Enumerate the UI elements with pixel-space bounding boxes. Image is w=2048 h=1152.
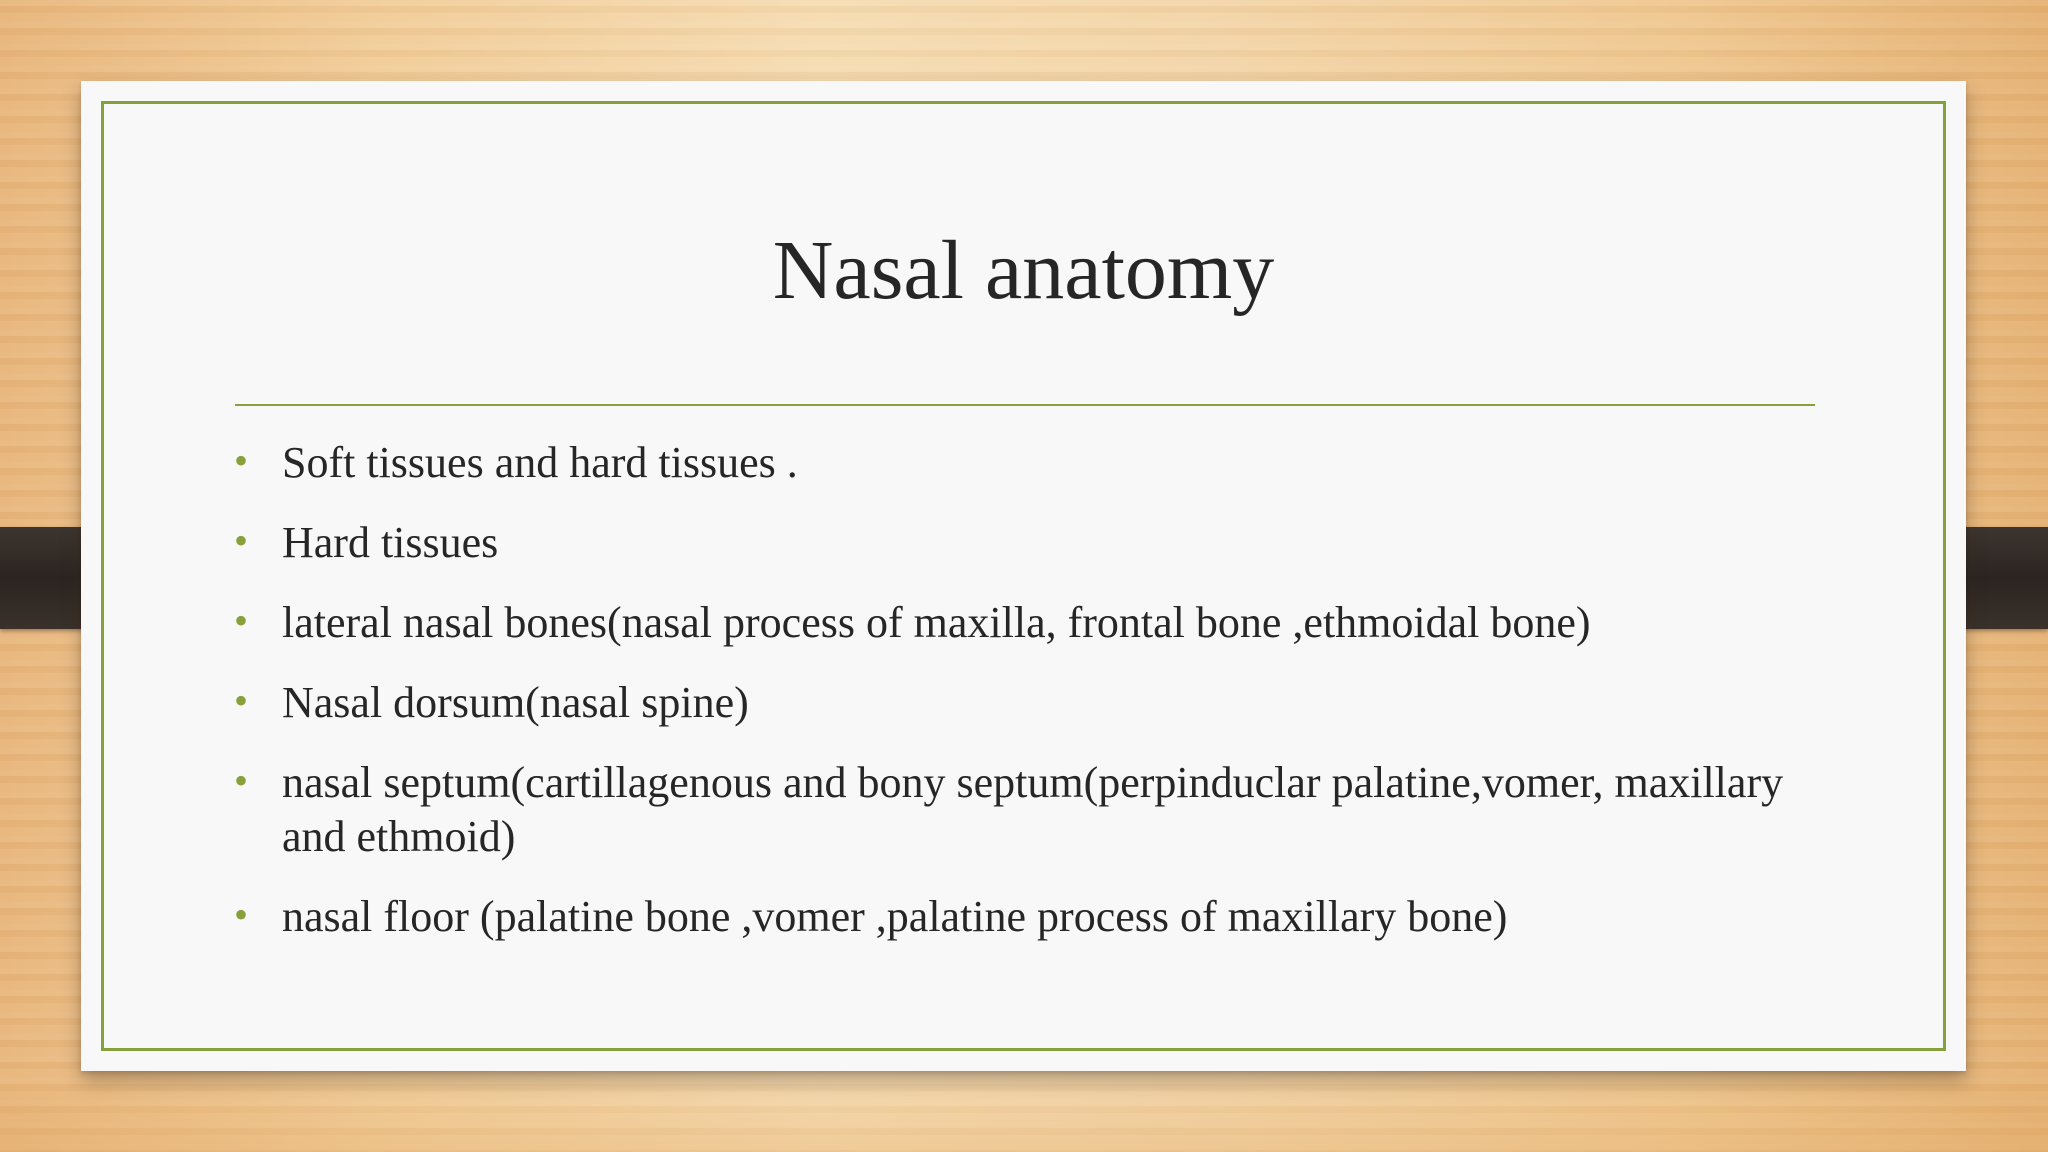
bullet-icon: • [234,598,249,643]
title-divider [235,404,1815,406]
bullet-icon: • [234,438,249,483]
wood-background [0,1072,2048,1152]
bullet-text: nasal floor (palatine bone ,vomer ,palatine process of maxillary bone) [282,892,1508,941]
bullet-item [234,436,1794,490]
bullet-icon: • [234,678,249,723]
bullet-text: lateral nasal bones(nasal process of maxilla, frontal bone ,ethmoidal bone) [282,598,1591,647]
bullet-item [234,516,1794,570]
bullet-text: nasal septum(cartillagenous and bony septum(perpinduclar palatine,vomer, maxillary and ethmoid) [282,758,1784,861]
slide-title: Nasal anatomy [772,224,1275,317]
bullet-icon: • [234,518,249,563]
bullet-text: Hard tissues [282,518,499,567]
bullet-text: Nasal dorsum(nasal spine) [282,678,749,727]
bullet-item [234,676,1794,730]
bullet-list [234,436,1794,970]
bullet-item [234,890,1794,944]
slide [81,81,1966,1071]
bullet-item [234,756,1794,864]
bullet-icon: • [234,758,249,803]
bullet-item [234,596,1794,650]
bullet-icon: • [234,892,249,937]
bullet-text: Soft tissues and hard tissues . [282,438,798,487]
